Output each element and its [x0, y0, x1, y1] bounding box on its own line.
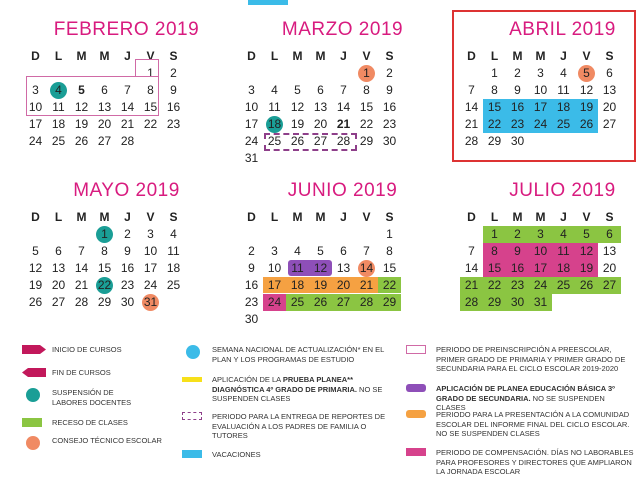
day-cell: 10: [533, 244, 548, 258]
calendar-grid: [240, 48, 445, 167]
day-cell: 17: [533, 100, 548, 114]
day-cell: 14: [336, 100, 351, 114]
day-cell: 25: [290, 295, 305, 309]
day-cell: [139, 133, 162, 150]
day-cell: [286, 150, 309, 167]
day-cell: 6: [606, 227, 613, 241]
day-cell: 22: [359, 117, 374, 131]
day-cell: 13: [313, 100, 328, 114]
day-cell: 13: [602, 244, 617, 258]
day-cell: [460, 226, 483, 243]
day-cell: 6: [606, 66, 613, 80]
day-cell: 16: [510, 100, 525, 114]
day-cell: 6: [55, 244, 62, 258]
day-cell: [378, 150, 401, 167]
day-cell: 10: [244, 100, 259, 114]
week-row: [240, 294, 445, 311]
week-row: [24, 116, 229, 133]
yellow-bar-icon: [182, 377, 202, 382]
month-title: JUNIO 2019: [287, 180, 398, 201]
day-cell: 15: [382, 261, 397, 275]
day-cell: [309, 65, 332, 82]
day-cell: 12: [579, 244, 594, 258]
calendar-grid: [24, 209, 229, 311]
day-cell: [286, 65, 309, 82]
day-cell: 4: [55, 83, 62, 97]
preinscription-outline-top: [135, 59, 159, 77]
day-cell: 15: [97, 261, 112, 275]
month-mayo: [24, 179, 229, 311]
day-cell: 26: [579, 278, 594, 292]
day-cell: 11: [291, 261, 304, 275]
week-row: [460, 116, 640, 133]
day-cell: 29: [97, 295, 112, 309]
week-row: [240, 82, 445, 99]
day-cell: 18: [166, 261, 181, 275]
day-cell: 4: [560, 227, 567, 241]
green-rect-icon: [22, 418, 42, 427]
preinscription-outline: [26, 76, 159, 116]
day-cell: 14: [464, 261, 479, 275]
day-cell: 2: [170, 66, 177, 80]
day-cell: 25: [51, 134, 66, 148]
day-cell: 11: [167, 244, 180, 258]
day-cell: 7: [468, 83, 475, 97]
day-cell: 20: [602, 261, 617, 275]
day-cell: 10: [28, 100, 43, 114]
day-cell: [263, 65, 286, 82]
week-row: [240, 150, 445, 167]
day-cell: 7: [78, 244, 85, 258]
day-cell: 30: [244, 312, 259, 326]
week-row: [460, 277, 640, 294]
day-cell: 3: [537, 227, 544, 241]
day-cell: 22: [143, 117, 158, 131]
day-cell: [460, 65, 483, 82]
day-cell: 3: [537, 66, 544, 80]
day-cell: 20: [336, 278, 351, 292]
day-cell: 18: [556, 100, 571, 114]
day-cell: 2: [386, 66, 393, 80]
day-cell: 5: [583, 66, 590, 80]
day-cell: 21: [74, 278, 89, 292]
day-cell: [552, 133, 575, 150]
day-cell: 23: [510, 117, 525, 131]
day-cell: 8: [386, 244, 393, 258]
day-cell: 4: [271, 83, 278, 97]
blue-rect-icon: [182, 450, 202, 458]
weekday-header: D L M M J V S: [247, 49, 394, 63]
month-marzo: [240, 18, 445, 167]
week-row: [240, 226, 445, 243]
day-cell: 27: [51, 295, 66, 309]
day-cell: 27: [336, 295, 351, 309]
day-cell: 29: [382, 295, 397, 309]
day-cell: [309, 311, 332, 328]
day-cell: [575, 133, 598, 150]
day-cell: 12: [313, 261, 328, 275]
calendar-grid: [24, 48, 229, 150]
day-cell: 23: [120, 278, 135, 292]
day-cell: 13: [602, 83, 617, 97]
day-cell: 24: [533, 117, 548, 131]
week-row: [24, 260, 229, 277]
day-cell: [240, 65, 263, 82]
day-cell: [70, 226, 93, 243]
day-cell: 19: [74, 117, 89, 131]
day-cell: 26: [74, 134, 89, 148]
day-cell: [240, 226, 263, 243]
day-cell: 14: [464, 100, 479, 114]
day-cell: 29: [487, 295, 502, 309]
day-cell: 19: [313, 278, 328, 292]
day-cell: 26: [313, 295, 328, 309]
week-row: [240, 65, 445, 82]
day-cell: 24: [28, 134, 43, 148]
day-cell: 21: [120, 117, 135, 131]
week-row: [240, 277, 445, 294]
day-cell: 8: [101, 244, 108, 258]
week-row: [460, 243, 640, 260]
week-row: [240, 99, 445, 116]
day-cell: 16: [382, 100, 397, 114]
day-cell: [355, 150, 378, 167]
month-title: MAYO 2019: [73, 180, 180, 201]
day-cell: 11: [557, 83, 570, 97]
week-row: [24, 133, 229, 150]
day-cell: 15: [359, 100, 374, 114]
day-cell: [263, 150, 286, 167]
calendar-grid: [460, 209, 640, 311]
purple-bar-icon: [406, 384, 426, 392]
day-cell: 26: [290, 134, 305, 148]
day-cell: 6: [340, 244, 347, 258]
day-cell: [263, 226, 286, 243]
day-cell: 25: [556, 117, 571, 131]
day-cell: 19: [579, 100, 594, 114]
teal-dot-icon: [26, 388, 40, 402]
day-cell: 1: [147, 66, 154, 80]
week-row: [240, 260, 445, 277]
day-cell: 20: [602, 100, 617, 114]
day-cell: 1: [101, 227, 108, 241]
day-cell: 31: [244, 151, 259, 165]
day-cell: 1: [491, 66, 498, 80]
month-abril: [460, 18, 640, 150]
week-row: [460, 294, 640, 311]
day-cell: 24: [143, 278, 158, 292]
day-cell: 12: [28, 261, 43, 275]
month-title: MARZO 2019: [281, 19, 404, 40]
pink-outline-icon: [406, 345, 426, 354]
day-cell: 30: [382, 134, 397, 148]
day-cell: 2: [514, 66, 521, 80]
top-partial-strip: [248, 0, 288, 5]
day-cell: 24: [244, 134, 259, 148]
day-cell: 18: [267, 117, 282, 131]
day-cell: 17: [267, 278, 282, 292]
day-cell: 27: [602, 117, 617, 131]
day-cell: 21: [464, 117, 479, 131]
day-cell: [598, 294, 621, 311]
day-cell: 16: [244, 278, 259, 292]
week-row: [240, 243, 445, 260]
day-cell: 27: [313, 134, 328, 148]
week-row: [460, 133, 640, 150]
day-cell: [598, 133, 621, 150]
day-cell: 31: [533, 295, 548, 309]
day-cell: 21: [336, 117, 351, 131]
day-cell: [529, 133, 552, 150]
day-cell: [24, 226, 47, 243]
day-cell: 13: [336, 261, 351, 275]
day-cell: 3: [248, 83, 255, 97]
day-cell: 15: [487, 100, 502, 114]
week-row: [460, 65, 640, 82]
day-cell: 28: [464, 295, 479, 309]
day-cell: [355, 226, 378, 243]
day-cell: 3: [32, 83, 39, 97]
calendar-grid: [240, 209, 445, 328]
day-cell: 16: [166, 100, 181, 114]
day-cell: 25: [166, 278, 181, 292]
day-cell: 11: [268, 100, 281, 114]
day-cell: 12: [290, 100, 305, 114]
day-cell: 22: [487, 278, 502, 292]
day-cell: 4: [170, 227, 177, 241]
week-row: [24, 243, 229, 260]
day-cell: 26: [579, 117, 594, 131]
day-cell: 22: [97, 278, 112, 292]
day-cell: 5: [294, 83, 301, 97]
weekday-header: D L M M J V S: [31, 210, 178, 224]
day-cell: 2: [248, 244, 255, 258]
day-cell: 3: [147, 227, 154, 241]
day-cell: 18: [51, 117, 66, 131]
week-row: [24, 226, 229, 243]
weekday-header: D L M M J V S: [467, 49, 614, 63]
day-cell: [47, 226, 70, 243]
day-cell: 11: [52, 100, 65, 114]
fin-arrow-icon: [22, 368, 46, 377]
day-cell: 3: [271, 244, 278, 258]
week-row: [240, 116, 445, 133]
day-cell: 8: [491, 83, 498, 97]
day-cell: 9: [514, 244, 521, 258]
day-cell: 29: [487, 134, 502, 148]
day-cell: 13: [51, 261, 66, 275]
day-cell: 30: [120, 295, 135, 309]
day-cell: 28: [359, 295, 374, 309]
day-cell: 27: [97, 134, 112, 148]
day-cell: 11: [557, 244, 570, 258]
day-cell: 24: [533, 278, 548, 292]
day-cell: [332, 150, 355, 167]
day-cell: 22: [382, 278, 397, 292]
day-cell: 5: [583, 227, 590, 241]
weekday-header: D L M M J V S: [247, 210, 394, 224]
day-cell: 28: [120, 134, 135, 148]
month-title: ABRIL 2019: [509, 19, 616, 40]
day-cell: 17: [533, 261, 548, 275]
day-cell: 1: [363, 66, 370, 80]
day-cell: 15: [487, 261, 502, 275]
day-cell: [332, 226, 355, 243]
weekday-header: D L M M J V S: [31, 49, 178, 63]
day-cell: 5: [78, 83, 85, 97]
day-cell: 17: [244, 117, 259, 131]
day-cell: 1: [386, 227, 393, 241]
orange-dot-icon: [26, 436, 40, 450]
month-febrero: [24, 18, 229, 150]
week-row: [460, 99, 640, 116]
day-cell: 23: [166, 117, 181, 131]
day-cell: 23: [510, 278, 525, 292]
day-cell: 12: [74, 100, 89, 114]
day-cell: 14: [74, 261, 89, 275]
day-cell: 4: [560, 66, 567, 80]
day-cell: 23: [382, 117, 397, 131]
day-cell: 21: [464, 278, 479, 292]
day-cell: [286, 311, 309, 328]
day-cell: 4: [294, 244, 301, 258]
month-julio: [460, 179, 640, 311]
blue-dot-icon: [186, 345, 200, 359]
day-cell: [162, 294, 185, 311]
day-cell: [263, 311, 286, 328]
day-cell: 8: [363, 83, 370, 97]
day-cell: 28: [464, 134, 479, 148]
day-cell: 2: [124, 227, 131, 241]
orange-bar-icon: [406, 410, 426, 418]
day-cell: 19: [28, 278, 43, 292]
day-cell: 20: [97, 117, 112, 131]
day-cell: 18: [556, 261, 571, 275]
week-row: [24, 294, 229, 311]
day-cell: 19: [290, 117, 305, 131]
day-cell: 6: [317, 83, 324, 97]
day-cell: 29: [359, 134, 374, 148]
day-cell: 8: [491, 244, 498, 258]
day-cell: 14: [120, 100, 135, 114]
day-cell: [575, 294, 598, 311]
day-cell: 31: [143, 295, 158, 309]
day-cell: 25: [267, 134, 282, 148]
week-row: [24, 277, 229, 294]
day-cell: 9: [386, 83, 393, 97]
day-cell: 9: [124, 244, 131, 258]
day-cell: 16: [120, 261, 135, 275]
day-cell: 28: [74, 295, 89, 309]
day-cell: 15: [143, 100, 158, 114]
week-row: [240, 311, 445, 328]
day-cell: 6: [101, 83, 108, 97]
week-row: [460, 260, 640, 277]
day-cell: 22: [487, 117, 502, 131]
dashed-rect-icon: [182, 412, 202, 420]
day-cell: 9: [170, 83, 177, 97]
day-cell: 5: [317, 244, 324, 258]
day-cell: 24: [267, 295, 282, 309]
day-cell: 8: [147, 83, 154, 97]
pink-bar-icon: [406, 448, 426, 456]
day-cell: 10: [533, 83, 548, 97]
weekday-header: D L M M J V S: [467, 210, 614, 224]
day-cell: [286, 226, 309, 243]
day-cell: 9: [514, 83, 521, 97]
day-cell: 26: [28, 295, 43, 309]
day-cell: 9: [248, 261, 255, 275]
day-cell: 23: [244, 295, 259, 309]
day-cell: 7: [363, 244, 370, 258]
day-cell: 30: [510, 134, 525, 148]
day-cell: 20: [51, 278, 66, 292]
day-cell: [378, 311, 401, 328]
day-cell: 13: [97, 100, 112, 114]
day-cell: 27: [602, 278, 617, 292]
day-cell: 18: [290, 278, 305, 292]
day-cell: [309, 226, 332, 243]
month-title: JULIO 2019: [509, 180, 616, 201]
inicio-arrow-icon: [22, 345, 46, 354]
month-title: FEBRERO 2019: [53, 19, 200, 40]
day-cell: 7: [468, 244, 475, 258]
day-cell: 30: [510, 295, 525, 309]
day-cell: [355, 311, 378, 328]
day-cell: 10: [143, 244, 158, 258]
day-cell: 14: [359, 261, 374, 275]
day-cell: 7: [124, 83, 131, 97]
day-cell: [309, 150, 332, 167]
day-cell: [552, 294, 575, 311]
day-cell: 17: [28, 117, 43, 131]
calendar-grid: [460, 48, 640, 150]
day-cell: [332, 65, 355, 82]
day-cell: 17: [143, 261, 158, 275]
day-cell: 12: [579, 83, 594, 97]
day-cell: 28: [336, 134, 351, 148]
day-cell: 1: [491, 227, 498, 241]
day-cell: 2: [514, 227, 521, 241]
day-cell: [332, 311, 355, 328]
day-cell: 5: [32, 244, 39, 258]
day-cell: 7: [340, 83, 347, 97]
report-period-dashed: [264, 133, 357, 151]
day-cell: 25: [556, 278, 571, 292]
week-row: [460, 226, 640, 243]
week-row: [460, 82, 640, 99]
month-junio: [240, 179, 445, 328]
day-cell: 20: [313, 117, 328, 131]
day-cell: 10: [267, 261, 282, 275]
day-cell: 21: [359, 278, 374, 292]
day-cell: [162, 133, 185, 150]
day-cell: 19: [579, 261, 594, 275]
day-cell: 16: [510, 261, 525, 275]
